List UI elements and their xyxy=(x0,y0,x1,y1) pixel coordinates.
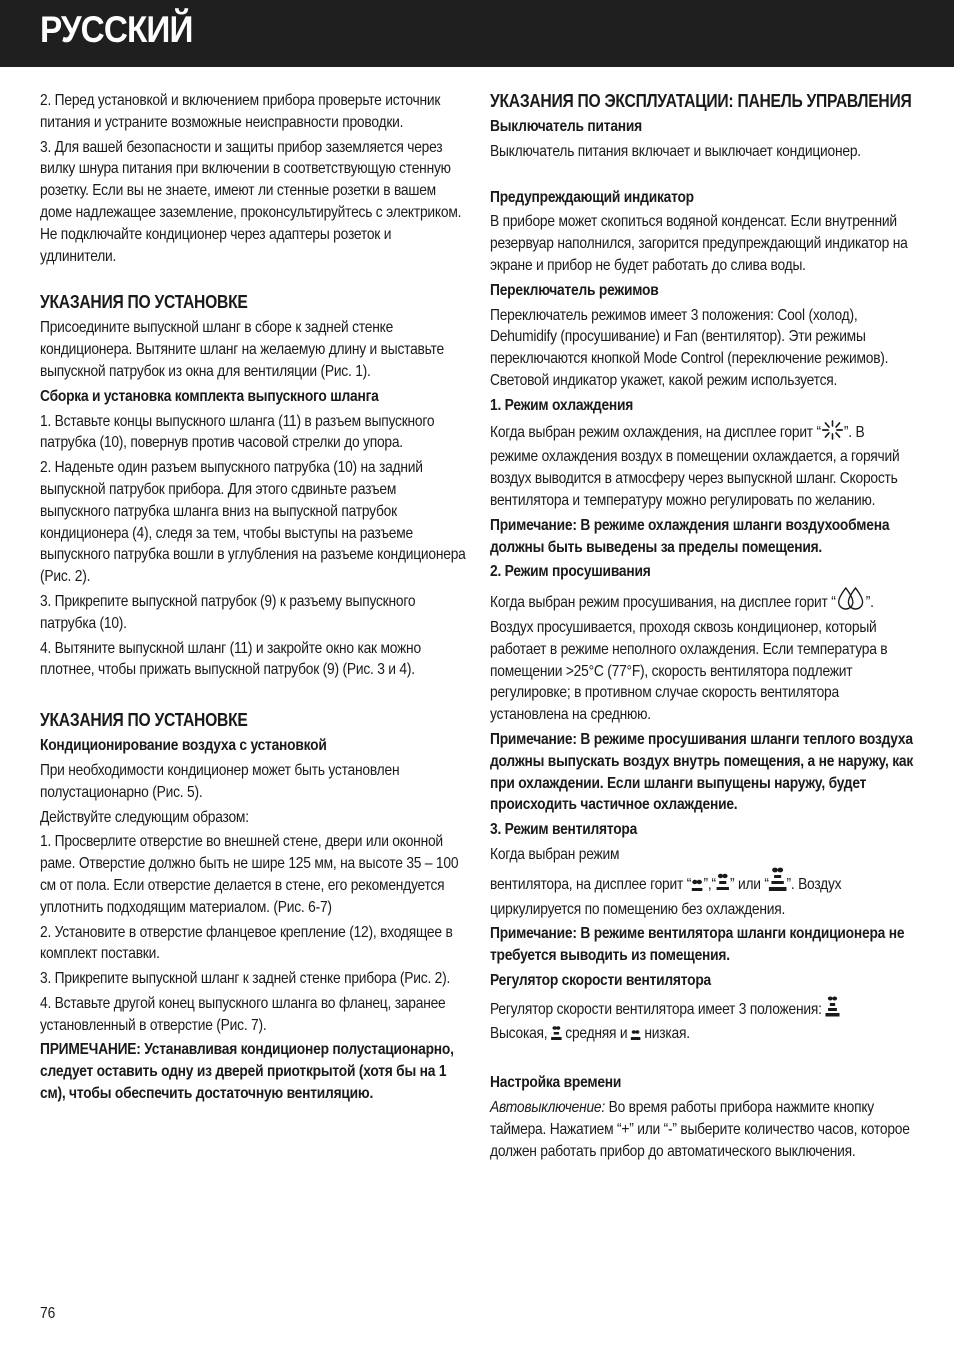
subtitle-timer: Настройка времени xyxy=(490,1074,622,1092)
step-install-1: 1. Просверлите отверстие во внешней стене, двери или оконной раме. Отверстие должно быть не шире 125 мм, на высоте 35 – 100 см от пола. Если отверстие делается в стене, его рекомендуется уплотнить подходящим материалом. (Рис. 6-7) xyxy=(40,833,459,916)
header-bar xyxy=(0,0,954,67)
fan-speed-medium-icon xyxy=(551,1025,562,1048)
dry-text-a: Когда выбран режим просушивания, на дисплее горит “ xyxy=(490,594,836,612)
fan-speed-low-icon xyxy=(691,877,703,899)
section-title-control-panel: УКАЗАНИЯ ПО ЭКСПЛУАТАЦИИ: ПАНЕЛЬ УПРАВЛЕНИЯ xyxy=(490,91,912,111)
paragraph-proceed: Действуйте следующим образом: xyxy=(40,808,249,826)
paragraph-semi-permanent: При необходимости кондиционер может быть установлен полустационарно (Рис. 5). xyxy=(40,761,400,801)
cool-text-a: Когда выбран режим охлаждения, на дисплее горит “ xyxy=(490,423,821,441)
fan-text-d: ” или “ xyxy=(729,875,769,893)
subtitle-cool-mode: 1. Режим охлаждения xyxy=(490,396,634,414)
section-title-installation-2: УКАЗАНИЯ ПО УСТАНОВКЕ xyxy=(40,710,248,731)
subtitle-warning-indicator: Предупреждающий индикатор xyxy=(490,188,694,206)
step-install-4: 4. Вставьте другой конец выпускного шланга во фланец, заранее установленный в отверстие (Рис. 7). xyxy=(40,994,446,1034)
paragraph-installation-intro: Присоедините выпускной шланг в сборе к задней стенке кондиционера. Вытяните шланг на желаемую длину и выставьте выпускной патрубок из окна для вентиляции (Рис. 1). xyxy=(40,319,444,380)
right-column xyxy=(490,90,914,1162)
timer-text: Во время работы прибора нажмите кнопку таймера. Нажатием “+” или “-” выберите количество часов, которое должен работать прибор до автоматического выключения. xyxy=(490,1099,910,1160)
paragraph-mode-switch: Переключатель режимов имеет 3 положения: Cool (холод), Dehumidify (просушивание) и Fan (вентилятор). Эти режимы переключаются кнопкой Mode Control (переключение режимов). Световой индикатор укажет, какой режим используется. xyxy=(490,306,889,389)
note-ventilation: ПРИМЕЧАНИЕ: Устанавливая кондиционер полустационарно, следует оставить одну из дверей приоткрытой (хотя бы на 1 см), чтобы обеспечить достаточную вентиляцию. xyxy=(40,1041,454,1103)
left-column xyxy=(40,90,466,1105)
timer-label: Автовыключение: xyxy=(490,1099,605,1117)
subtitle-dry-mode: 2. Режим просушивания xyxy=(490,563,651,581)
fan-text-a: Когда выбран режим xyxy=(490,845,620,863)
subtitle-hose-assembly: Сборка и установка комплекта выпускного шланга xyxy=(40,387,379,405)
section-title-installation: УКАЗАНИЯ ПО УСТАНОВКЕ xyxy=(40,292,248,313)
fan-speed-high-icon xyxy=(825,995,839,1024)
step-hose-3: 3. Прикрепите выпускной патрубок (9) к разъему выпускного патрубка (10). xyxy=(40,592,416,632)
snowflake-icon xyxy=(821,420,844,447)
fan-speed-high-icon xyxy=(769,866,787,899)
subtitle-permanent-install: Кондиционирование воздуха с установкой xyxy=(40,737,327,755)
step-install-2: 2. Установите в отверстие фланцевое крепление (12), входящее в комплект поставки. xyxy=(40,923,453,963)
cool-text-b: ”. xyxy=(843,423,852,441)
paragraph-power-check: 2. Перед установкой и включением прибора проверьте источник питания и устраните возможные неисправности проводки. xyxy=(40,92,441,131)
fan-text-e: ”. Воздух циркулируется по помещению без охлаждения. xyxy=(490,875,842,918)
fan-speed-low-icon xyxy=(631,1026,641,1048)
paragraph-fan-mode xyxy=(490,844,914,920)
dry-text-b: ”. xyxy=(865,594,874,612)
fan-text-b: вентилятора, на дисплее горит “ xyxy=(490,875,692,893)
paragraph-timer xyxy=(490,1097,914,1162)
paragraph-warning-indicator: В приборе может скопиться водяной конденсат. Если внутренний резервуар наполнился, загорится предупреждающий индикатор на экране и прибор не будет работать до слива воды. xyxy=(490,213,908,274)
paragraph-grounding: 3. Для вашей безопасности и защиты прибор заземляется через вилку шнура питания при включении в соответствующую стенную розетку. Если вы не знаете, имеют ли стенные розетки в вашем доме надлежащее заземление, проконсультируйтесь с электриком. Не подключайте кондиционер через адаптеры розеток и удлинители. xyxy=(40,138,462,265)
fan-text-c: ”,“ xyxy=(703,875,716,893)
note-cool-mode: Примечание: В режиме охлаждения шланги воздухообмена должны быть выведены за пределы помещения. xyxy=(490,516,890,556)
subtitle-power-switch: Выключатель питания xyxy=(490,118,642,135)
speed-text-a: Регулятор скорости вентилятора имеет 3 положения: xyxy=(490,1000,822,1018)
speed-text-b: Высокая, xyxy=(490,1025,548,1043)
step-hose-2: 2. Наденьте один разъем выпускного патрубка (10) на задний выпускной патрубок прибора. Для этого сдвиньте разъем выпускного патрубка шланга вниз на выпускной патрубок кондиционера (4), следя за тем, чтобы выступы на разъеме выпускного патрубка вошли в углубления на разъеме кондиционера (Рис. 2). xyxy=(40,459,466,586)
step-install-3: 3. Прикрепите выпускной шланг к задней стенке прибора (Рис. 2). xyxy=(40,970,451,988)
fan-speed-medium-icon xyxy=(716,872,730,899)
step-hose-4: 4. Вытяните выпускной шланг (11) и закройте окно как можно плотнее, чтобы прижать выпускной патрубок (9) (Рис. 3 и 4). xyxy=(40,639,421,679)
page-number: 76 xyxy=(40,1305,56,1322)
subtitle-fan-speed: Регулятор скорости вентилятора xyxy=(490,971,711,989)
paragraph-dry-mode xyxy=(490,586,914,726)
paragraph-fan-speed xyxy=(490,995,914,1049)
cool-text-c: В режиме охлаждения воздух в помещении охлаждается, а горячий воздух выводится в атмосферу через выпускной шланг. Скорость вентилятора и температуру можно регулировать по желанию. xyxy=(490,423,900,509)
speed-text-d: низкая. xyxy=(644,1025,690,1043)
page-title: РУССКИЙ xyxy=(40,9,193,50)
subtitle-fan-mode: 3. Режим вентилятора xyxy=(490,821,638,839)
note-fan-mode: Примечание: В режиме вентилятора шланги кондиционера не требуется выводить из помещения. xyxy=(490,925,905,965)
paragraph-cool-mode xyxy=(490,420,914,512)
note-dry-mode: Примечание: В режиме просушивания шланги теплого воздуха должны выпускать воздух внутрь помещения, а не наружу, как при охлаждении. Если шланги выпущены наружу, будет происходить частичное охлаждение. xyxy=(490,730,914,814)
speed-text-c: средняя и xyxy=(565,1025,628,1043)
paragraph-power-switch: Выключатель питания включает и выключает кондиционер. xyxy=(490,142,861,160)
step-hose-1: 1. Вставьте концы выпускного шланга (11) в разъем выпускного патрубка (10), повернув против часовой стрелки до упора. xyxy=(40,412,435,452)
droplets-icon xyxy=(836,586,866,617)
subtitle-mode-switch: Переключатель режимов xyxy=(490,281,659,299)
dry-text-c: Воздух просушивается, проходя сквозь кондиционер, который работает в режиме неполного охлаждения. Если температура в помещении >25°C (77°F), скорость вентилятора подлежит регулировке; в противном случае скорость вентилятора установлена на среднюю. xyxy=(490,618,888,724)
